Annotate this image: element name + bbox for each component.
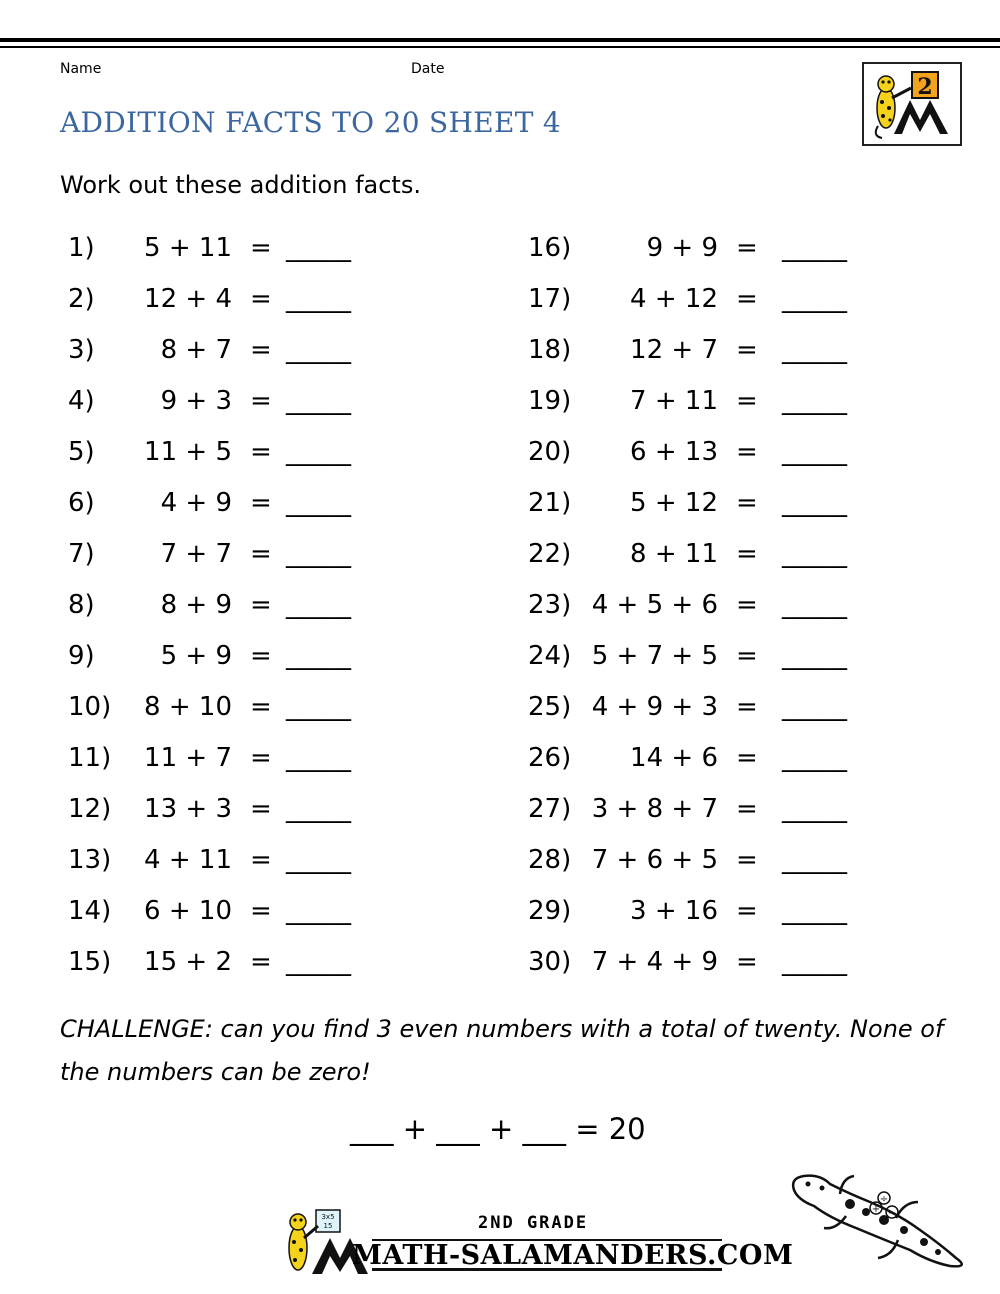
problem-expression: 4 + 11	[144, 845, 232, 875]
footer-grade: 2ND GRADE	[478, 1213, 589, 1233]
problem-row	[528, 332, 928, 372]
problem-expression: 7 + 11	[630, 386, 718, 416]
answer-blank[interactable]: _____	[782, 437, 847, 467]
problem-row	[68, 434, 468, 474]
problem-row	[68, 842, 468, 882]
equals-sign: =	[736, 947, 758, 977]
equals-sign: =	[250, 284, 272, 314]
problem-row	[528, 281, 928, 321]
problem-number: 24)	[528, 641, 572, 671]
problem-number: 11)	[68, 743, 112, 773]
problem-row	[68, 944, 468, 984]
svg-text:3x5: 3x5	[321, 1213, 335, 1221]
problem-expression: 7 + 7	[160, 539, 232, 569]
top-rule-thin	[0, 46, 1000, 48]
problem-number: 25)	[528, 692, 572, 722]
problem-number: 22)	[528, 539, 572, 569]
problem-number: 14)	[68, 896, 112, 926]
grade-logo	[862, 62, 962, 146]
svg-text:+: +	[871, 1204, 881, 1215]
problem-expression: 6 + 13	[630, 437, 718, 467]
problem-number: 10)	[68, 692, 112, 722]
problem-row	[528, 587, 928, 627]
problem-expression: 7 + 6 + 5	[591, 845, 718, 875]
answer-blank[interactable]: _____	[782, 335, 847, 365]
salamander-icon	[780, 1168, 980, 1280]
problem-number: 9)	[68, 641, 95, 671]
equals-sign: =	[736, 743, 758, 773]
salamander-logo-icon	[864, 64, 960, 144]
answer-blank[interactable]: _____	[782, 284, 847, 314]
problem-number: 8)	[68, 590, 95, 620]
answer-blank[interactable]: _____	[286, 539, 351, 569]
answer-blank[interactable]: _____	[782, 692, 847, 722]
problem-expression: 9 + 3	[160, 386, 232, 416]
svg-text:−: −	[887, 1208, 897, 1219]
problem-number: 1)	[68, 233, 95, 263]
problem-number: 23)	[528, 590, 572, 620]
answer-blank[interactable]: _____	[286, 488, 351, 518]
problem-number: 17)	[528, 284, 572, 314]
problem-number: 2)	[68, 284, 95, 314]
answer-blank[interactable]: _____	[782, 947, 847, 977]
problem-number: 4)	[68, 386, 95, 416]
answer-blank[interactable]: _____	[782, 539, 847, 569]
problem-number: 7)	[68, 539, 95, 569]
problem-expression: 4 + 5 + 6	[591, 590, 718, 620]
problem-row	[68, 230, 468, 270]
equals-sign: =	[736, 488, 758, 518]
problem-row	[68, 281, 468, 321]
answer-blank[interactable]: _____	[782, 641, 847, 671]
equals-sign: =	[250, 743, 272, 773]
problem-number: 5)	[68, 437, 95, 467]
problem-row	[528, 230, 928, 270]
equals-sign: =	[250, 539, 272, 569]
problem-row	[68, 536, 468, 576]
equals-sign: =	[250, 386, 272, 416]
problem-number: 3)	[68, 335, 95, 365]
answer-blank[interactable]: _____	[782, 233, 847, 263]
problem-row	[68, 383, 468, 423]
equals-sign: =	[736, 590, 758, 620]
problem-expression: 3 + 8 + 7	[591, 794, 718, 824]
equals-sign: =	[736, 896, 758, 926]
problem-expression: 7 + 4 + 9	[591, 947, 718, 977]
equals-sign: =	[250, 488, 272, 518]
equals-sign: =	[250, 947, 272, 977]
answer-blank[interactable]: _____	[782, 590, 847, 620]
challenge-equation: ___ + ___ + ___ = 20	[350, 1112, 646, 1146]
problem-row	[528, 791, 928, 831]
problem-number: 13)	[68, 845, 112, 875]
date-label: Date	[411, 61, 445, 77]
svg-text:÷: ÷	[879, 1194, 889, 1205]
equals-sign: =	[736, 641, 758, 671]
problem-row	[528, 842, 928, 882]
equals-sign: =	[736, 284, 758, 314]
answer-blank[interactable]: _____	[782, 794, 847, 824]
problem-row	[528, 536, 928, 576]
name-label: Name	[60, 61, 102, 77]
problem-row	[528, 383, 928, 423]
problem-expression: 13 + 3	[144, 794, 232, 824]
equals-sign: =	[250, 692, 272, 722]
problem-number: 20)	[528, 437, 572, 467]
answer-blank[interactable]: _____	[286, 437, 351, 467]
problem-row	[528, 689, 928, 729]
problem-expression: 8 + 7	[160, 335, 232, 365]
problem-expression: 3 + 16	[630, 896, 718, 926]
problem-row	[68, 689, 468, 729]
problem-expression: 12 + 7	[630, 335, 718, 365]
problem-number: 30)	[528, 947, 572, 977]
answer-blank[interactable]: _____	[286, 896, 351, 926]
problem-expression: 8 + 9	[160, 590, 232, 620]
equals-sign: =	[250, 845, 272, 875]
problem-expression: 15 + 2	[144, 947, 232, 977]
problem-row	[528, 638, 928, 678]
problem-number: 26)	[528, 743, 572, 773]
problem-row	[528, 740, 928, 780]
problem-expression: 11 + 5	[144, 437, 232, 467]
problem-expression: 9 + 9	[646, 233, 718, 263]
grade-badge-number: 2	[917, 74, 933, 100]
answer-blank[interactable]: _____	[286, 284, 351, 314]
answer-blank[interactable]: _____	[286, 590, 351, 620]
problem-number: 27)	[528, 794, 572, 824]
problem-number: 6)	[68, 488, 95, 518]
problem-number: 18)	[528, 335, 572, 365]
problem-expression: 5 + 7 + 5	[591, 641, 718, 671]
problem-row	[68, 485, 468, 525]
equals-sign: =	[250, 233, 272, 263]
problem-expression: 12 + 4	[144, 284, 232, 314]
problem-expression: 5 + 12	[630, 488, 718, 518]
answer-blank[interactable]: _____	[286, 743, 351, 773]
problem-expression: 11 + 7	[144, 743, 232, 773]
problem-number: 15)	[68, 947, 112, 977]
problem-row	[68, 587, 468, 627]
equals-sign: =	[736, 335, 758, 365]
answer-blank[interactable]: _____	[286, 794, 351, 824]
problem-number: 12)	[68, 794, 112, 824]
challenge-text: CHALLENGE: can you find 3 even numbers with a total of twenty. None of the numbers can be zero!	[60, 1015, 944, 1086]
answer-blank[interactable]: _____	[782, 845, 847, 875]
problem-row	[68, 791, 468, 831]
answer-blank[interactable]: _____	[286, 641, 351, 671]
problem-number: 19)	[528, 386, 572, 416]
problem-row	[528, 485, 928, 525]
answer-blank[interactable]: _____	[782, 386, 847, 416]
problem-number: 28)	[528, 845, 572, 875]
top-rule	[0, 38, 1000, 42]
problem-expression: 8 + 11	[630, 539, 718, 569]
svg-text:15: 15	[323, 1222, 333, 1230]
problem-row	[68, 740, 468, 780]
problem-row	[68, 893, 468, 933]
answer-blank[interactable]: _____	[286, 386, 351, 416]
equals-sign: =	[736, 845, 758, 875]
equals-sign: =	[736, 692, 758, 722]
answer-blank[interactable]: _____	[782, 896, 847, 926]
equals-sign: =	[736, 794, 758, 824]
problem-expression: 5 + 9	[160, 641, 232, 671]
problem-expression: 14 + 6	[630, 743, 718, 773]
equals-sign: =	[250, 437, 272, 467]
equals-sign: =	[250, 896, 272, 926]
answer-blank[interactable]: _____	[286, 845, 351, 875]
answer-blank[interactable]: _____	[286, 233, 351, 263]
equals-sign: =	[250, 794, 272, 824]
problem-expression: 4 + 9 + 3	[591, 692, 718, 722]
problem-expression: 6 + 10	[144, 896, 232, 926]
equals-sign: =	[250, 590, 272, 620]
answer-blank[interactable]: _____	[782, 743, 847, 773]
problem-number: 21)	[528, 488, 572, 518]
equals-sign: =	[736, 437, 758, 467]
problem-row	[528, 434, 928, 474]
page-title: ADDITION FACTS TO 20 SHEET 4	[60, 106, 561, 139]
answer-blank[interactable]: _____	[286, 947, 351, 977]
problem-expression: 4 + 12	[630, 284, 718, 314]
problem-expression: 8 + 10	[144, 692, 232, 722]
problem-row	[68, 332, 468, 372]
instructions: Work out these addition facts.	[60, 171, 421, 199]
answer-blank[interactable]: _____	[286, 692, 351, 722]
footer-site: MATH-SALAMANDERS.COM	[352, 1240, 794, 1271]
problem-row	[528, 944, 928, 984]
problem-expression: 4 + 9	[160, 488, 232, 518]
equals-sign: =	[250, 335, 272, 365]
problem-number: 16)	[528, 233, 572, 263]
problem-row	[528, 893, 928, 933]
answer-blank[interactable]: _____	[286, 335, 351, 365]
answer-blank[interactable]: _____	[782, 488, 847, 518]
problem-row	[68, 638, 468, 678]
problem-expression: 5 + 11	[144, 233, 232, 263]
problem-number: 29)	[528, 896, 572, 926]
equals-sign: =	[736, 386, 758, 416]
equals-sign: =	[736, 233, 758, 263]
equals-sign: =	[736, 539, 758, 569]
equals-sign: =	[250, 641, 272, 671]
